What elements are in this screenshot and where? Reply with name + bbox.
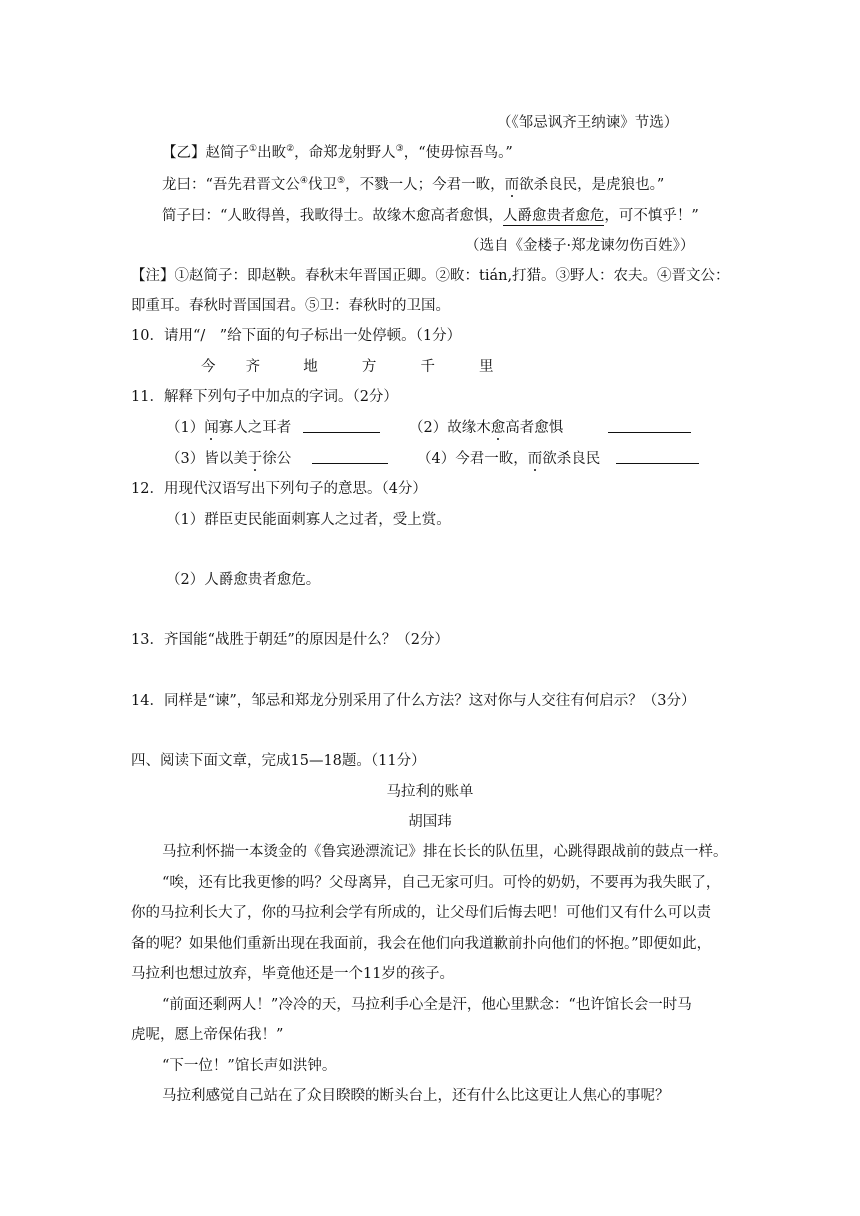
q13-answer-area[interactable] [131, 655, 731, 685]
paragraph-3-line-2: 虎呢，愿上帝保佑我！” [131, 1027, 284, 1043]
q10-char[interactable]: 地 [303, 359, 318, 375]
q11-answer-blank-4[interactable] [616, 449, 699, 464]
q14-answer-area[interactable] [131, 716, 731, 746]
question-11: 11．解释下列句子中加点的字词。（2分） [131, 389, 398, 405]
q11-item-4: （4）今君一畋，而欲杀良民 [417, 451, 601, 467]
q11-answer-blank-3[interactable] [312, 449, 388, 464]
q12-sentence-1: （1）群臣吏民能面刺寡人之过者，受上赏。 [166, 512, 451, 528]
question-13: 13．齐国能“战胜于朝廷”的原因是什么？（2分） [131, 632, 449, 648]
article-title: 马拉利的账单 [386, 784, 474, 800]
q10-char[interactable]: 齐 [245, 359, 261, 375]
source-citation-b: （选自《金楼子·郑龙谏勿伤百姓》） [465, 238, 695, 254]
q11-item-3: （3）皆以美于徐公 [166, 451, 292, 467]
q10-char[interactable]: 千 [420, 359, 435, 375]
passage-b-line-3: 简子曰：“人畋得兽，我畋得士。故缘木愈高者愈惧，人爵愈贵者愈危，可不慎乎！” [162, 208, 699, 224]
paragraph-2-line-1: “唉，还有比我更惨的吗？父母离异，自己无家可归。可怜的奶奶，不要再为我失眠了， [162, 875, 721, 891]
q11-answer-blank-1[interactable] [303, 418, 380, 433]
question-14: 14．同样是“谏”，邹忌和郑龙分别采用了什么方法？这对你与人交往有何启示？（3分） [131, 693, 696, 709]
notes-line-2: 即重耳。春秋时晋国国君。⑤卫：春秋时的卫国。 [131, 298, 450, 314]
q12-answer-area-2[interactable] [166, 595, 726, 625]
paragraph-2-line-3: 备的呢？如果他们重新出现在我面前，我会在他们向我道歉前扑向他们的怀抱。”即便如此， [131, 936, 712, 952]
paragraph-2-line-2: 你的马拉利长大了，你的马拉利会学有所成的，让父母们后悔去吧！可他们又有什么可以责 [131, 905, 711, 921]
q11-answer-blank-2[interactable] [608, 418, 691, 433]
underlined-sentence: 人爵愈贵者愈危 [502, 208, 605, 224]
q10-char[interactable]: 今 [201, 359, 216, 375]
paragraph-4: “下一位！”馆长声如洪钟。 [162, 1058, 337, 1074]
q12-sentence-2: （2）人爵愈贵者愈危。 [166, 572, 321, 588]
q11-item-2: （2）故缘木愈高者愈惧 [409, 420, 564, 436]
article-author: 胡国玮 [408, 814, 452, 830]
source-citation-a: （《邹忌讽齐王纳谏》节选） [497, 115, 679, 131]
paragraph-1: 马拉利怀揣一本烫金的《鲁宾逊漂流记》排在长长的队伍里，心跳得跟战前的鼓点一样。 [162, 844, 728, 860]
passage-b-line-2: 龙曰：“吾先君晋文公④伐卫⑤，不戮一人；今君一畋，而欲杀良民，是虎狼也。” [162, 176, 665, 193]
paragraph-5: 马拉利感觉自己站在了众目睽睽的断头台上，还有什么比这更让人焦心的事呢？ [162, 1088, 670, 1104]
notes-line-1: 【注】①赵简子：即赵鞅。春秋末年晋国正卿。②畋：tián,打猎。③野人：农夫。④晋文公： [131, 268, 730, 284]
section-4-heading: 四、阅读下面文章，完成15—18题。（11分） [131, 753, 426, 769]
passage-b-line-1: 【乙】赵简子①出畋②，命郑龙射野人③，“使毋惊吾鸟。” [162, 144, 513, 161]
q11-item-1: （1）闻寡人之耳者 [166, 420, 292, 436]
question-10: 10．请用“/ ”给下面的句子标出一处停顿。（1分） [131, 328, 462, 344]
paragraph-2-line-4: 马拉利也想过放弃，毕竟他还是一个11岁的孩子。 [131, 966, 454, 982]
paragraph-3-line-1: “前面还剩两人！”冷冷的天，马拉利手心全是汗，他心里默念：“也许馆长会一时马 [162, 997, 692, 1013]
q10-char[interactable]: 里 [479, 359, 494, 375]
q10-char[interactable]: 方 [361, 359, 377, 375]
question-12: 12．用现代汉语写出下列句子的意思。（4分） [131, 481, 427, 497]
q10-sentence [201, 357, 499, 377]
q12-answer-area-1[interactable] [166, 535, 726, 565]
